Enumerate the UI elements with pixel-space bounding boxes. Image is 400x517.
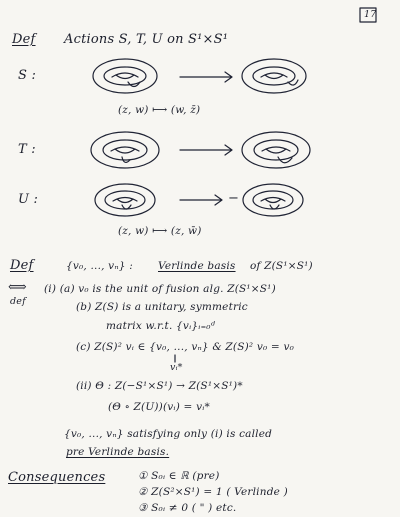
def2-title-main: Verlinde basis <box>158 260 236 272</box>
u-map: (z, w) ⟼ (z, w̄) <box>118 225 202 237</box>
cond-i-c: (c) Z(S)² vᵢ ∈ {v₀, ..., vₙ} & Z(S)² v₀ = v₀ <box>76 341 294 353</box>
cond-i-b2: matrix w.r.t. {vᵢ}ᵢ₌₀ᵈ <box>106 320 216 332</box>
torus-u-left <box>95 184 155 216</box>
torus-t-left <box>91 132 159 168</box>
def-label-1: Def <box>12 32 36 47</box>
torus-s-left <box>93 59 157 93</box>
torus-u-right <box>243 184 303 216</box>
iff-sub: def <box>10 296 26 307</box>
cond-ii-2: (Θ ∘ Z(U))(vᵢ) = vᵢ* <box>108 401 210 413</box>
cond-ii-1: (ii) Θ : Z(−S¹×S¹) → Z(S¹×S¹)* <box>76 380 243 392</box>
t-label: T : <box>18 142 36 157</box>
u-arrow <box>180 195 222 205</box>
def1-title: Actions S, T, U on S¹×S¹ <box>64 32 229 47</box>
def2-title-prefix: {v₀, ..., vₙ} : <box>66 260 133 272</box>
pre-line-2: pre Verlinde basis. <box>66 446 170 458</box>
cond-i-c-under: vᵢ* <box>170 362 183 373</box>
t-arrow <box>180 145 232 155</box>
pre-line-1: {v₀, ..., vₙ} satisfying only (i) is called <box>64 428 273 440</box>
s-arrow <box>180 72 232 82</box>
torus-t-right <box>242 132 310 168</box>
def-label-2: Def <box>10 258 34 273</box>
def2-title-suffix: of Z(S¹×S¹) <box>250 260 313 272</box>
consequence-1: ① S₀ᵢ ∈ ℝ (pre) <box>138 470 220 482</box>
u-label: U : <box>18 192 39 207</box>
u-minus: − <box>228 191 240 206</box>
consequence-3: ③ S₀ᵢ ≠ 0 ( " ) etc. <box>138 502 237 514</box>
torus-s-right <box>242 59 306 93</box>
consequence-2: ② Z(S²×S¹) = 1 ( Verlinde ) <box>138 486 288 498</box>
cond-i-a: (i) (a) v₀ is the unit of fusion alg. Z(S¹×S¹) <box>44 283 276 295</box>
s-label: S : <box>18 68 37 83</box>
iff-symbol: ⟺ <box>8 280 27 295</box>
s-map: (z, w) ⟼ (w, z̄) <box>118 104 201 116</box>
consequences-label: Consequences <box>8 470 106 485</box>
page-mark: 17 <box>364 9 377 20</box>
cond-i-b1: (b) Z(S) is a unitary, symmetric <box>76 301 248 313</box>
